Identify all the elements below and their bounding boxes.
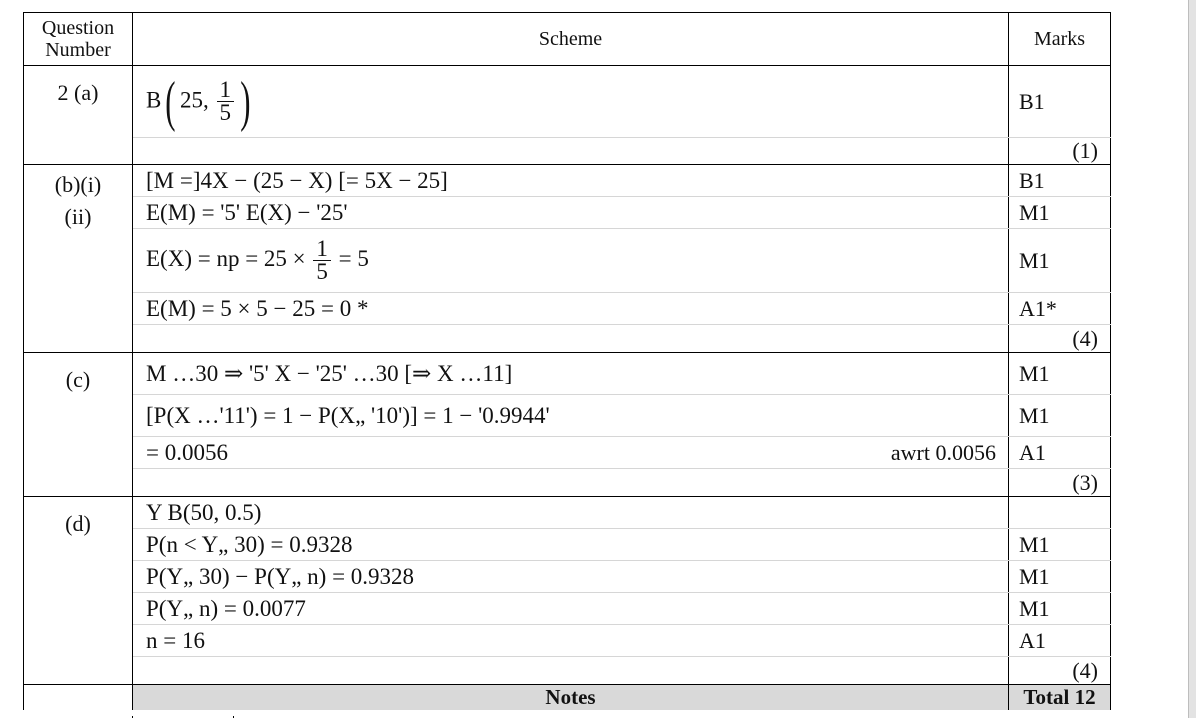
mark-cell: M1 — [1009, 593, 1111, 625]
table-row — [24, 529, 1111, 561]
table-row — [24, 437, 1111, 469]
mark-cell — [1009, 497, 1111, 529]
mark-cell: B1 — [1009, 66, 1111, 138]
mark-cell: M1 — [1009, 529, 1111, 561]
total-marks: Total 12 — [1009, 685, 1111, 711]
scheme-cell: B( 25, $\frac{1}{5}$ ) — [133, 66, 1009, 138]
header-row — [24, 13, 1111, 66]
notes-row — [24, 685, 1111, 711]
table-row — [24, 353, 1111, 395]
subtotal-row — [24, 138, 1111, 165]
mark-scheme-table — [23, 12, 1111, 710]
scheme-cell: E(M) = '5' E(X) − '25' — [133, 197, 1009, 229]
scheme-cell: E(X) = np = 25 × $\frac{1}{5}$ = 5 — [133, 229, 1009, 293]
scheme-cell: P(Y„ n) = 0.0077 — [133, 593, 1009, 625]
table-row — [24, 625, 1111, 657]
header-question-number: Question Number — [24, 13, 133, 66]
subtotal-row — [24, 325, 1111, 353]
subtotal-mark: (4) — [1009, 657, 1111, 685]
mark-cell: A1 — [1009, 625, 1111, 657]
scheme-cell: E(M) = 5 × 5 − 25 = 0 * — [133, 293, 1009, 325]
scheme-cell: [M =]4X − (25 − X) [= 5X − 25] — [133, 165, 1009, 197]
awrt-note: awrt 0.0056 — [890, 439, 996, 465]
fraction: $\frac{1}{5}$ — [217, 79, 235, 124]
question-label: (b)(i) (ii) — [24, 165, 133, 353]
subtotal-mark: (3) — [1009, 469, 1111, 497]
subtotal-mark: (4) — [1009, 325, 1111, 353]
viewer-scroll-edge — [1189, 0, 1196, 718]
header-marks: Marks — [1009, 13, 1111, 66]
table-row — [24, 395, 1111, 437]
subtotal-row — [24, 469, 1111, 497]
mark-cell: M1 — [1009, 353, 1111, 395]
scheme-cell: M …30 ⇒ '5' X − '25' …30 [⇒ X …11] — [133, 353, 1009, 395]
mark-cell: A1* — [1009, 293, 1111, 325]
question-label: (c) — [24, 353, 133, 497]
question-label: 2 (a) — [24, 66, 133, 165]
table-row — [24, 66, 1111, 138]
table-row — [24, 561, 1111, 593]
mark-cell: M1 — [1009, 395, 1111, 437]
scheme-cell: n = 16 — [133, 625, 1009, 657]
scheme-cell: = 0.0056 awrt 0.0056 — [133, 437, 1009, 469]
header-scheme: Scheme — [133, 13, 1009, 66]
notes-heading: Notes — [133, 685, 1009, 711]
table-row — [24, 229, 1111, 293]
table-row — [24, 593, 1111, 625]
mark-cell: A1 — [1009, 437, 1111, 469]
table-row — [24, 197, 1111, 229]
table-row — [24, 497, 1111, 529]
subtotal-row — [24, 657, 1111, 685]
fraction: $\frac{1}{5}$ — [313, 238, 331, 283]
table-row — [24, 165, 1111, 197]
scheme-cell: [P(X …'11') = 1 − P(X„ '10')] = 1 − '0.9944' — [133, 395, 1009, 437]
mark-cell: B1 — [1009, 165, 1111, 197]
scheme-cell: P(n < Y„ 30) = 0.9328 — [133, 529, 1009, 561]
mark-cell: M1 — [1009, 229, 1111, 293]
subtotal-mark: (1) — [1009, 138, 1111, 165]
question-label: (d) — [24, 497, 133, 685]
table-row — [24, 293, 1111, 325]
mark-cell: M1 — [1009, 561, 1111, 593]
scheme-cell: Y B(50, 0.5) — [133, 497, 1009, 529]
scheme-cell: P(Y„ 30) − P(Y„ n) = 0.9328 — [133, 561, 1009, 593]
mark-cell: M1 — [1009, 197, 1111, 229]
